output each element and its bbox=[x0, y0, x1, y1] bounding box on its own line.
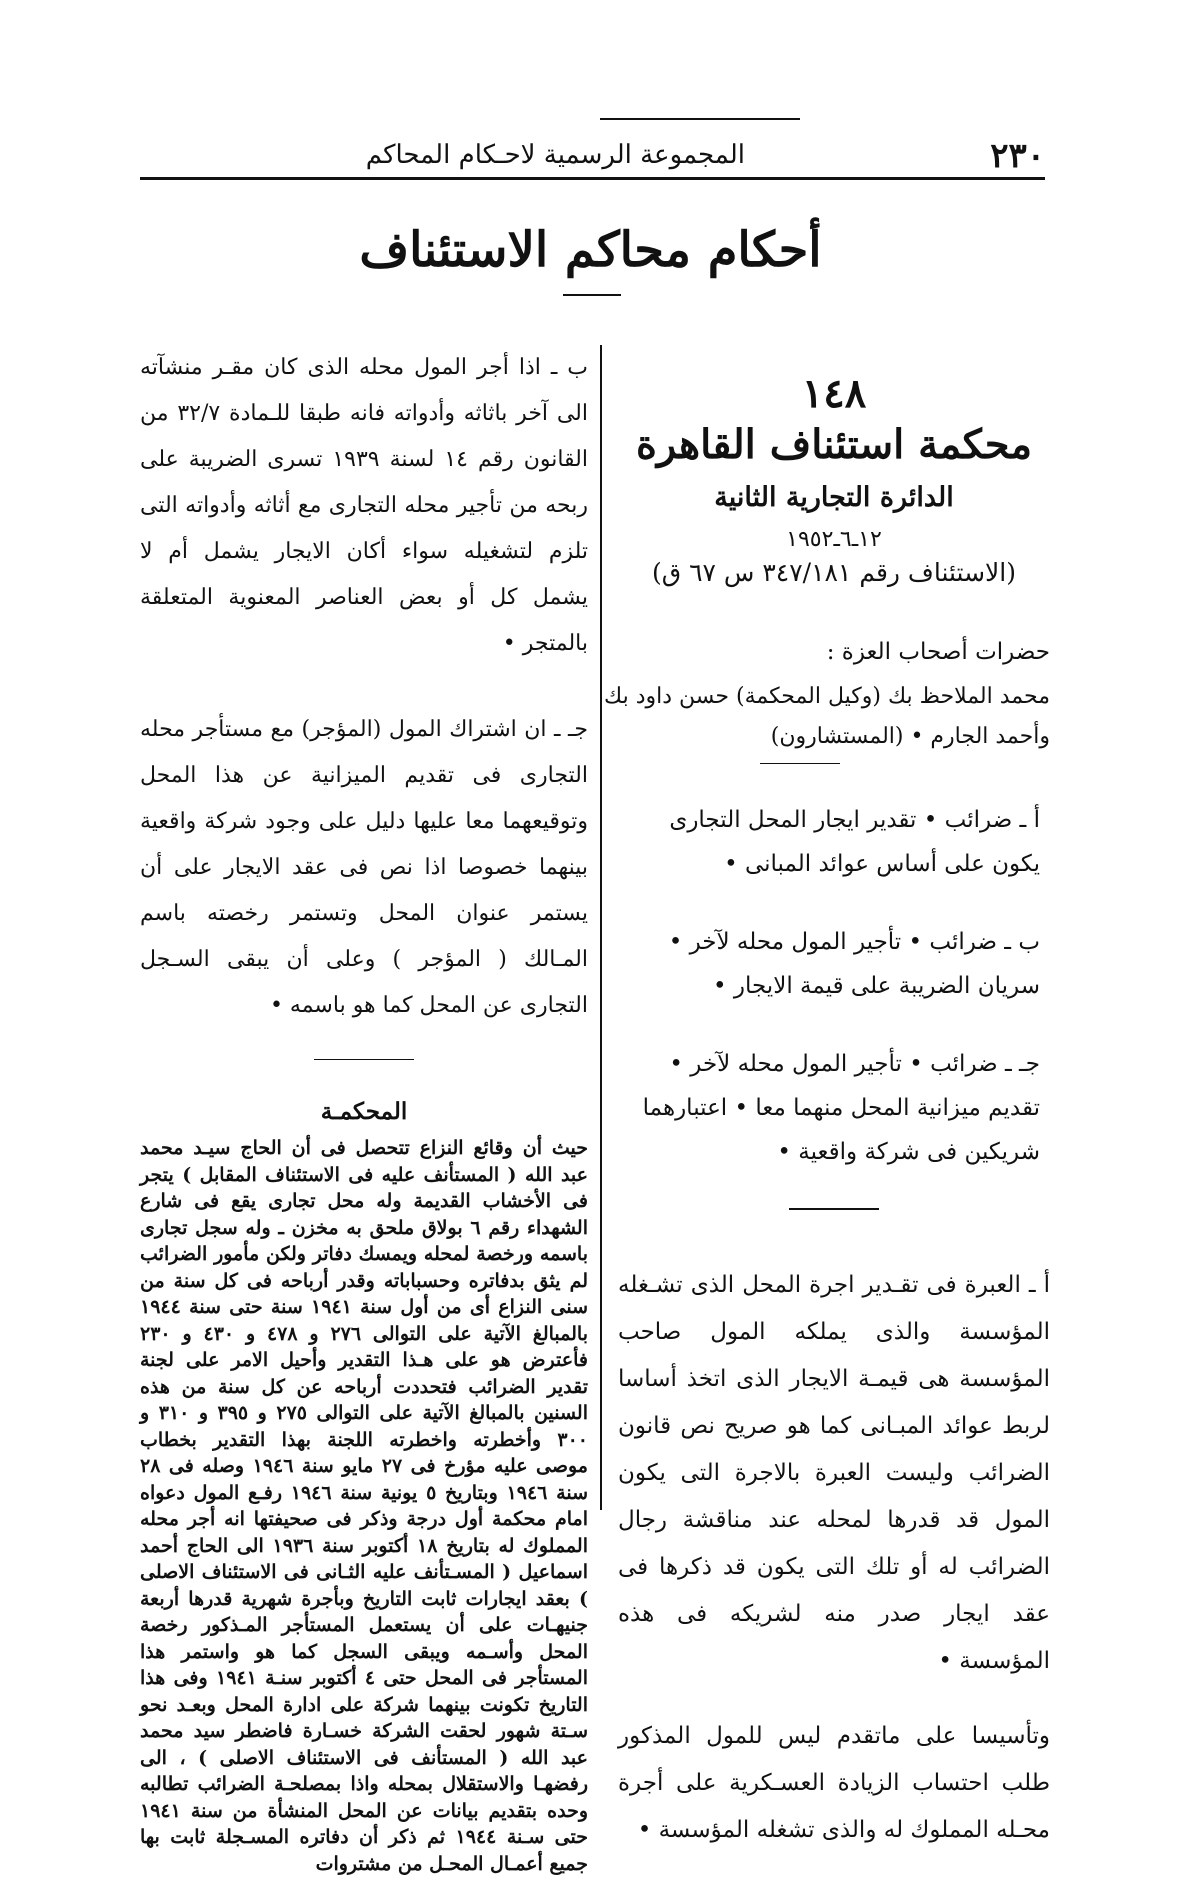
ruling-heading: المحكمـة bbox=[320, 1098, 408, 1125]
headnote-c: جـ ـ ضرائب • تأجير المول محله لآخر • تقديم ميزانية المحل منهما معا • اعتبارهما شريكين فى شركة واقعية • bbox=[642, 1051, 1040, 1165]
principle-c: جـ ـ ان اشتراك المول (المؤجر) مع مستأجر محله التجارى فى تقديم الميزانية عن هذا المحل وتوقيعهما معا عليها دليل على وجود شركة واقعية بينهما خصوصا اذا نص فى عقد الايجار على أن يستمر عنوان المحل وتستمر رخصته باسم المـالك ( المؤجر ) وعلى أن يبقى السـجل التجارى عن المحل كما هو باسمه • bbox=[140, 717, 588, 1018]
publication-title: المجموعة الرسمية لاحـكام المحاكم bbox=[365, 140, 745, 170]
short-rule bbox=[760, 763, 840, 764]
judgment-date: ١٢ـ٦ـ١٩٥٢ bbox=[786, 527, 882, 552]
judges-list bbox=[604, 677, 1050, 757]
page-number: ٢٣٠ bbox=[990, 136, 1045, 176]
right-column bbox=[604, 370, 1050, 1882]
judges-line: وأحمد الجارم • (المستشارون) bbox=[770, 724, 1050, 749]
headnotes-divider bbox=[789, 1208, 879, 1210]
column-divider bbox=[600, 345, 602, 1510]
appeal-number: (الاستئناف رقم ٣٤٧/١٨١ س ٦٧ ق) bbox=[651, 558, 1016, 587]
headnote-b: ب ـ ضرائب • تأجير المول محله لآخر • سريان الضريبة على قيمة الايجار • bbox=[668, 929, 1040, 999]
judges-line: محمد الملاحظ بك (وكيل المحكمة) حسن داود بك bbox=[604, 684, 1050, 709]
headnotes bbox=[618, 798, 1050, 1174]
short-rule bbox=[314, 1059, 414, 1060]
court-name: محكمة استئناف القاهرة bbox=[635, 421, 1033, 468]
section-title: أحكام محاكم الاستئناف bbox=[359, 222, 822, 278]
principle-a: أ ـ العبرة فى تقـدير اجرة المحل الذى تشـغله المؤسسة والذى يملكه المول صاحب المؤسسة هى قيمـة الايجار الذى اتخذ أساسا لربط عوائد المبـانى كما هو صريح نص قانون الضرائب وليست العبرة بالاجرة التى يكون المول قد قدرها لمحله عند مناقشة رجال الضرائب له أو تلك التى يكون قد ذكرها فى عقد ايجار صدر منه لشريكه فى هذه المؤسسة • bbox=[618, 1272, 1050, 1674]
headnote-a: أ ـ ضرائب • تقدير ايجار المحل التجارى يكون على أساس عوائد المبانى • bbox=[669, 807, 1040, 877]
case-number: ١٤٨ bbox=[801, 370, 867, 417]
left-column bbox=[140, 345, 588, 1877]
ruling-text: حيث أن وقائع النزاع تتحصل فى أن الحاج سيـد محمد عبد الله ( المستأنف عليه فى الاستئناف المقابل ) يتجر فى الأخشاب القديمة وله محل تجارى يقع فى شارع الشهداء رقم ٦ بولاق ملحق به مخزن ـ وله سجل تجارى باسمه ورخصة لمحله ويمسك دفاتر ولكن مأمور الضرائب لم يثق بدفاتره وحسباباته وقدر أرباحه فى كل سنة من سنى النزاع أى من أول سنة ١٩٤١ سنة حتى سنة ١٩٤٤ بالمبالغ الآتية على التوالى ٢٧٦ و ٤٧٨ و ٤٣٠ و ٢٣٠ فأعترض هو على هـذا التقدير وأحيل الامر على لجنة تقدير الضرائب فتحددت أرباحه عن كل سنة من هذه السنين بالمبالغ الآتية على التوالى ٢٧٥ و ٣٩٥ و ٣١٠ و ٣٠٠ وأخطرته واخطرته اللجنة بهذا التقدير بخطاب موصى عليه مؤرخ فى ٢٧ مايو سنة ١٩٤٦ وصله فى ٢٨ سنة ١٩٤٦ وبتاريخ ٥ يونية سنة ١٩٤٦ رفـع المول دعواه امام محكمة أول درجة وذكر فى صحيفتها انه أجر محله المملوك له بتاريخ ١٨ أكتوبر سنة ١٩٣٦ الى الحاج أحمد اسماعيل ( المسـتأنف عليه الثـانى فى الاستئناف الاصلى ) بعقد ايجارات ثابت التاريخ وبأجرة شهرية قدرها أربعة جنيهـات على أن يستعمل المستأجر المـذكور رخصة المحل وأسـمه ويبقى السجل كما هو واستمر هذا المستأجر فى المحل حتى ٤ أكتوبر سنـة ١٩٤١ وفى هذا التاريخ تكونت بينهما شركة على ادارة المحل وبعـد نحو سـتة شهور لحقت الشركة خسـارة فاضطر سيد محمد عبد الله ( المستأنف فى الاستئناف الاصلى ) ، الى رفضهـا والاستقلال بمحله واذا بمصلحـة الضرائب تطالبه وحده بتقديم بيانات عن المحل المنشأة من سنة ١٩٤١ حتى سـنة ١٩٤٤ ثم ذكر أن دفاتره المسـجلة ثابت بها جميع أعمـال المحـل من مشتروات bbox=[140, 1137, 589, 1875]
principle-b: ب ـ اذا أجر المول محله الذى كان مقـر منشآته الى آخر باثاثه وأدواته فانه طبقا للـمادة ٣٢/٧ من القانون رقم ١٤ لسنة ١٩٣٩ تسرى الضريبة على ربحه من تأجير محله التجارى مع أثاثه وأدواته التى تلزم لتشغيله سواء أكان الايجار يشمل أم لا يشمل كل أو بعض العناصر المعنوية المتعلقة بالمتجر • bbox=[140, 355, 589, 656]
top-rule bbox=[600, 118, 800, 120]
header-rule bbox=[140, 177, 1045, 180]
section-title-rule bbox=[563, 294, 621, 296]
presiding-intro: حضرات أصحاب العزة : bbox=[826, 639, 1050, 665]
principle-a-cont: وتأسيسا على ماتقدم ليس للمول المذكور طلب احتساب الزيادة العسـكرية على أجرة محـله المملوك له والذى تشغله المؤسسة • bbox=[618, 1723, 1050, 1843]
running-header bbox=[140, 136, 1045, 176]
circuit-name: الدائرة التجارية الثانية bbox=[714, 482, 954, 513]
